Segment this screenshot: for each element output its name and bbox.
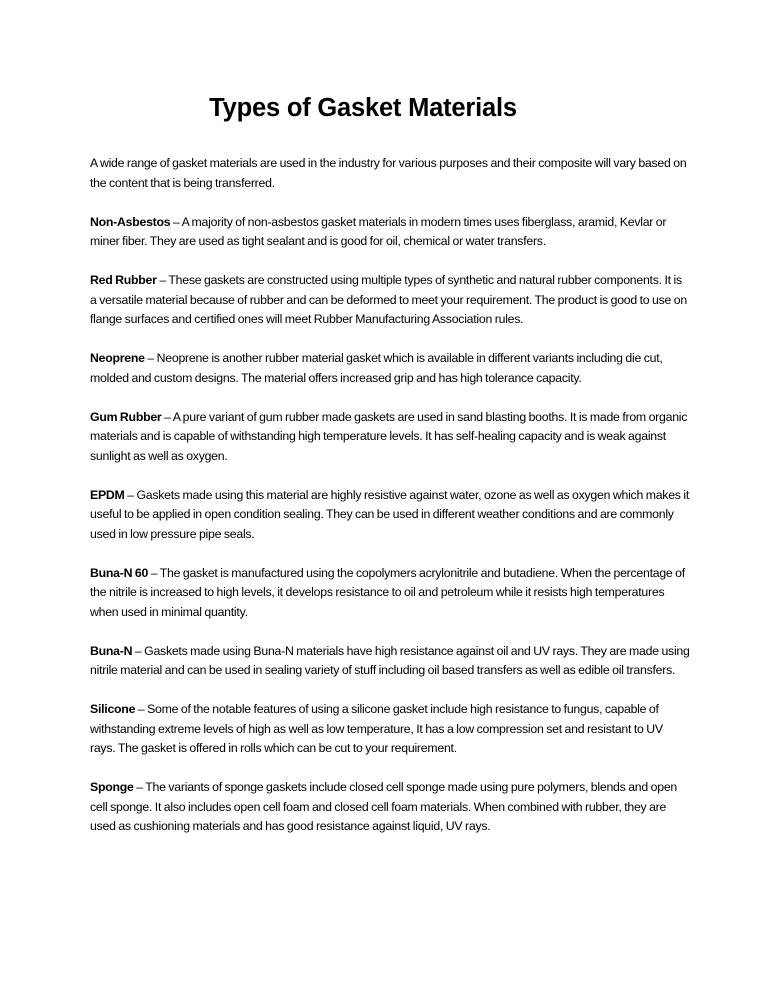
section-gum-rubber (90, 408, 690, 467)
section-text: – The variants of sponge gaskets include closed cell sponge made using pure polymers, blends and open cell sponge. It also includes open cell foam and closed cell foam materials. When combined with rubber, they are used as cushioning materials and has good resistance against liquid, UV rays. (90, 780, 678, 833)
section-term: EPDM (90, 487, 125, 502)
section-epdm (90, 486, 690, 545)
section-text: – A pure variant of gum rubber made gaskets are used in sand blasting booths. It is made from organic materials and is capable of withstanding high temperature levels. It has self-healing capacity and is weak against sunlight as well as oxygen. (90, 409, 688, 463)
intro-paragraph: A wide range of gasket materials are used in the industry for various purposes and their composite will vary based on the content that is being transferred. (90, 156, 687, 190)
section-term: Gum Rubber (90, 409, 162, 424)
section-text: – These gaskets are constructed using multiple types of synthetic and natural rubber components. It is a versatile material because of rubber and can be deformed to meet your requirement. The product is good to use on flange surfaces and certified ones will meet Rubber Manufacturing Association rules. (90, 273, 687, 326)
section-buna-n-60 (90, 564, 690, 623)
section-term: Buna-N (90, 643, 133, 658)
section-term: Neoprene (90, 351, 145, 365)
section-non-asbestos (90, 213, 690, 252)
section-text: – The gasket is manufactured using the copolymers acrylonitrile and butadiene. When the percentage of the nitrile is increased to high levels, it develops resistance to oil and petroleum while it resists high temperatures when used in minimal quantity. (90, 565, 685, 619)
section-term: Silicone (90, 702, 136, 716)
section-term: Sponge (90, 780, 134, 794)
section-red-rubber (90, 271, 690, 330)
section-buna-n (90, 642, 690, 681)
section-text: – A majority of non-asbestos gasket materials in modern times uses fiberglass, aramid, Kevlar or miner fiber. They are used as tight sealant and is good for oil, chemical or water transfers. (90, 214, 667, 248)
page-title: Types of Gasket Materials (209, 94, 517, 122)
section-term: Red Rubber (90, 273, 157, 287)
section-text: – Gaskets made using this material are highly resistive against water, ozone as well as oxygen which makes it useful to be applied in open condition sealing. They can be used in different weather conditions and are commonly used in low pressure pipe seals. (90, 487, 689, 541)
section-term: Buna-N 60 (90, 565, 149, 580)
section-sponge (90, 778, 690, 837)
document-body (90, 154, 690, 856)
section-neoprene (90, 349, 690, 388)
section-silicone (90, 700, 690, 759)
section-term: Non-Asbestos (90, 214, 171, 229)
section-text: – Gaskets made using Buna-N materials have high resistance against oil and UV rays. They are made using nitrile material and can be used in sealing variety of stuff including oil based transfers as well as edible oil transfers. (90, 643, 690, 677)
section-text: – Neoprene is another rubber material gasket which is available in different variants including die cut, molded and custom designs. The material offers increased grip and has high tolerance capacity. (90, 351, 663, 385)
section-text: – Some of the notable features of using a silicone gasket include high resistance to fungus, capable of withstanding extreme levels of high as well as low temperature, It has a low compression set and resistant to UV rays. The gasket is offered in rolls which can be cut to your requirement. (90, 702, 663, 755)
